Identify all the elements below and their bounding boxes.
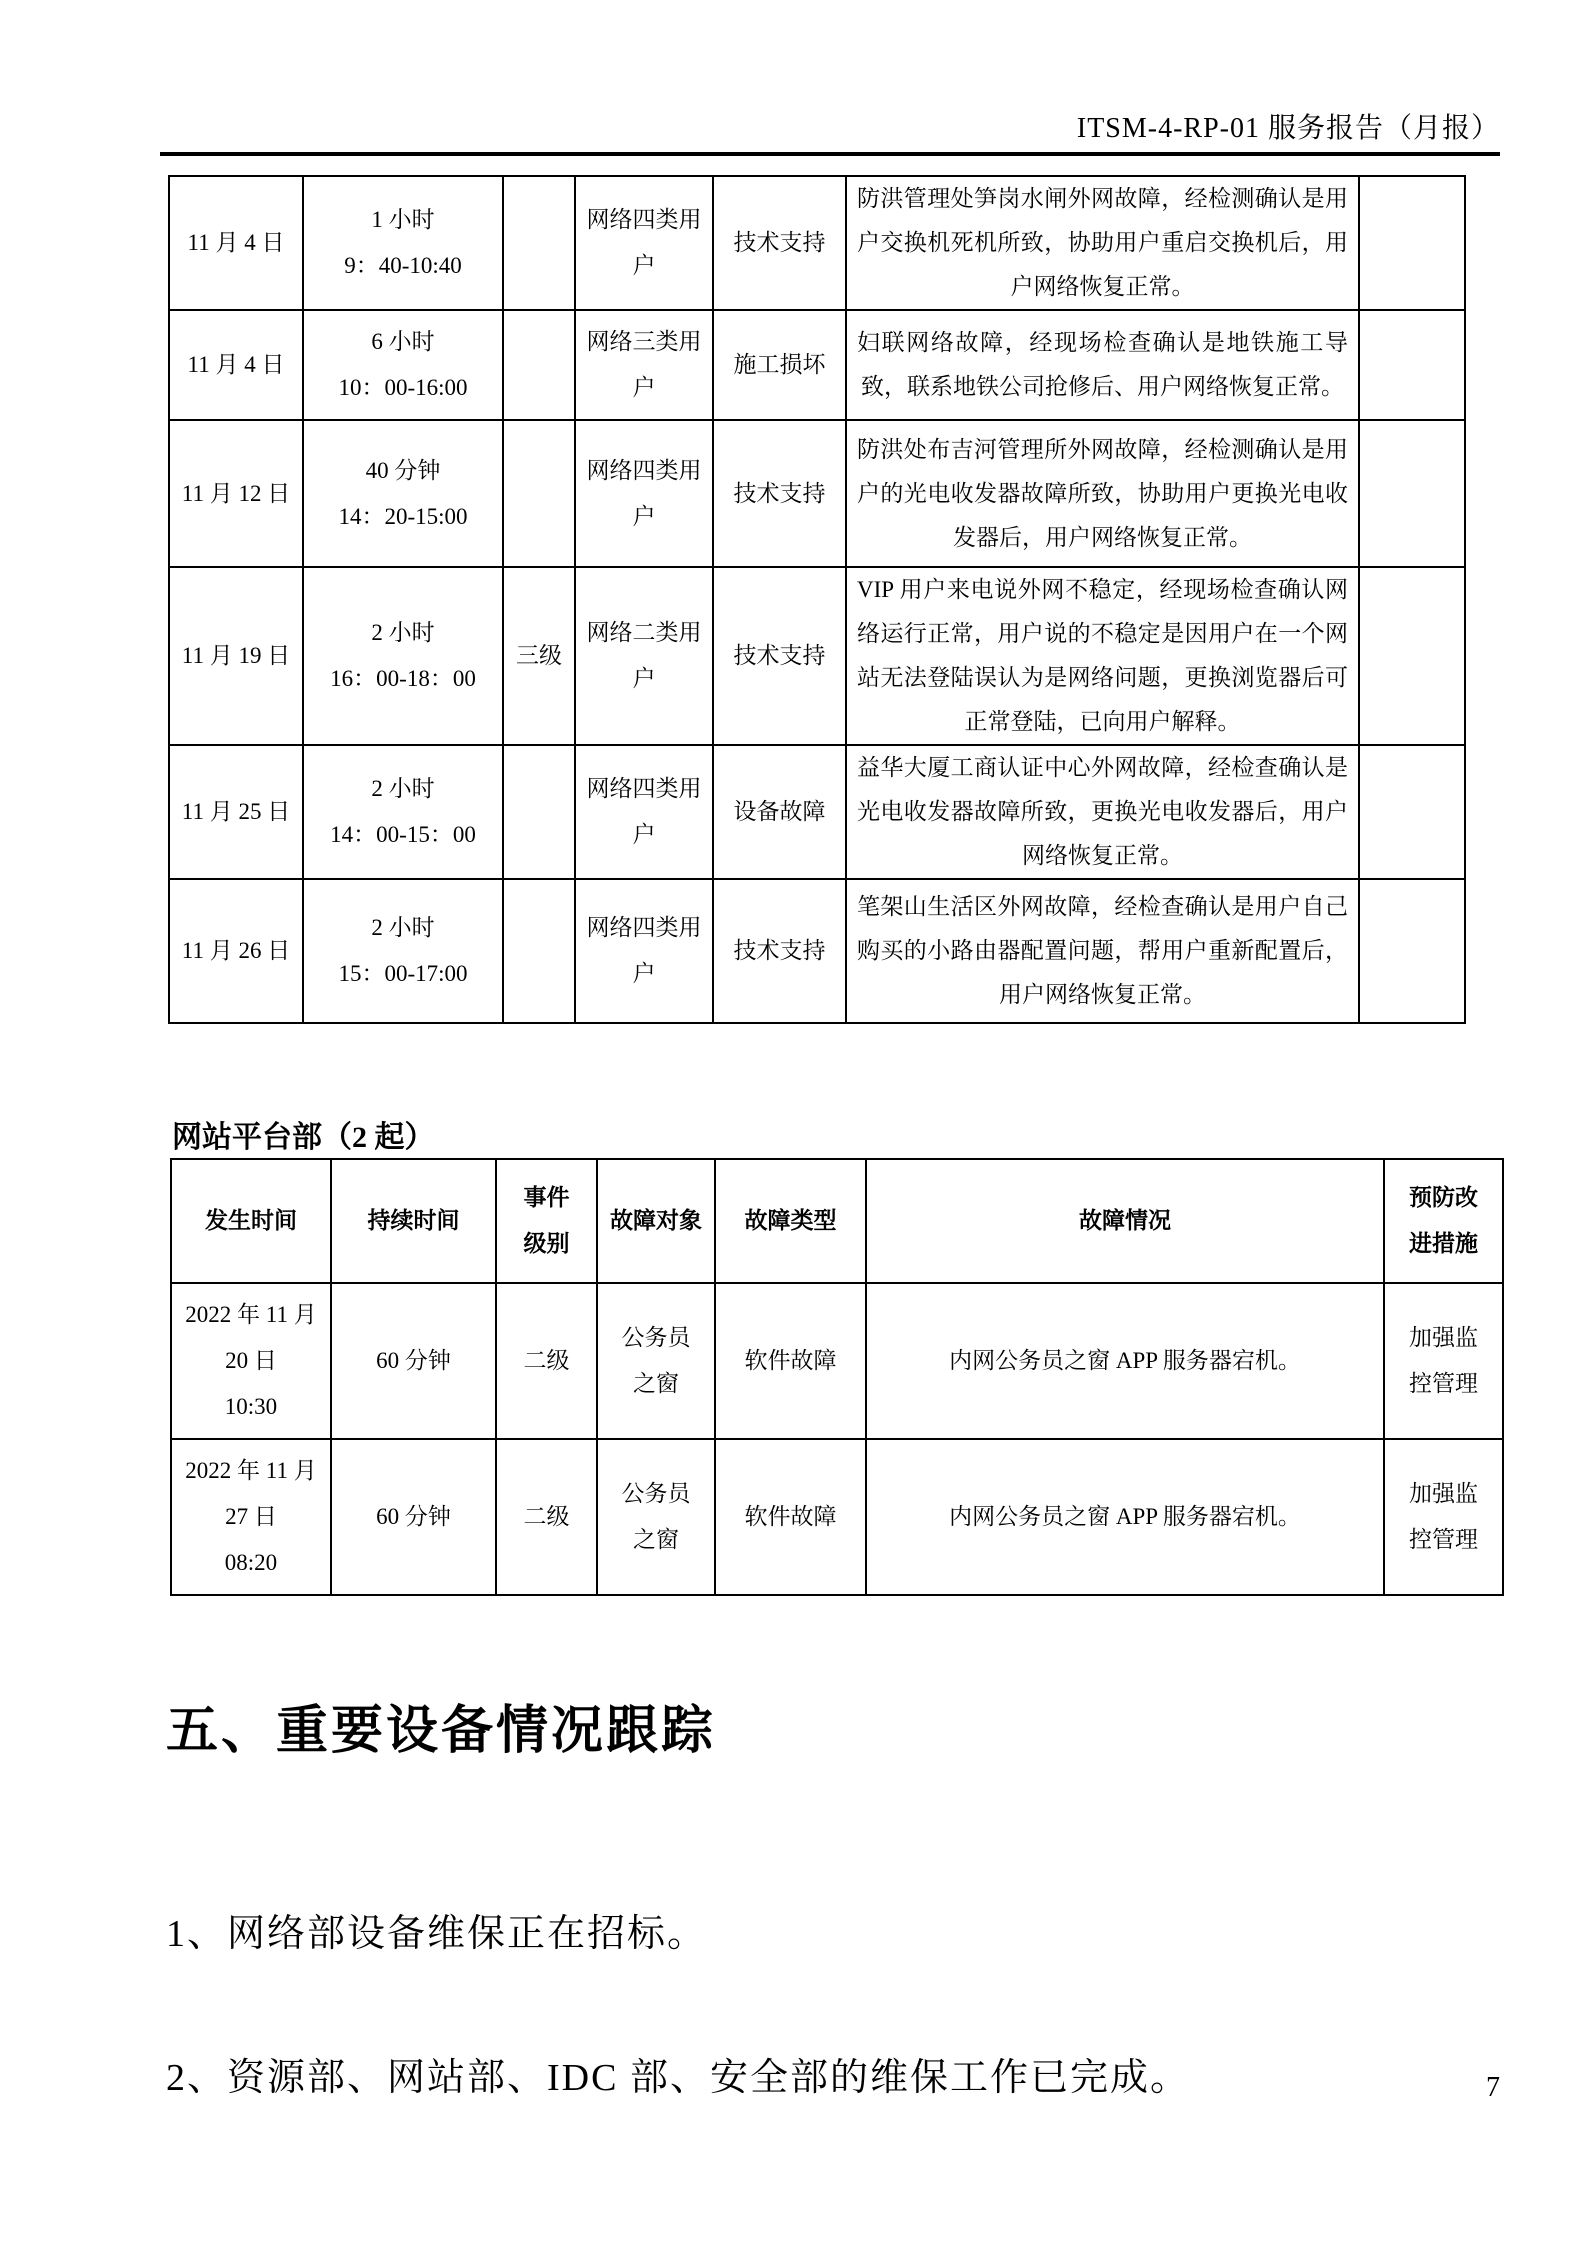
date-line: 10:30 (224, 1394, 278, 1419)
tracking-item-2: 2、资源部、网站部、IDC 部、安全部的维保工作已完成。 (166, 2057, 1190, 2099)
cell-date: 11 月 26 日 (169, 879, 303, 1023)
section-five-heading: 五、重要设备情况跟踪 (166, 1702, 717, 1760)
cell-duration (303, 176, 503, 310)
cell-type: 技术支持 (713, 879, 846, 1023)
duration-value: 2 小时 (371, 776, 435, 801)
duration-value: 2 小时 (371, 915, 435, 940)
cell-type: 施工损坏 (713, 310, 846, 420)
table-row (169, 567, 1465, 745)
table-row (169, 745, 1465, 879)
cell-detail: VIP 用户来电说外网不稳定，经现场检查确认网络运行正常，用户说的不稳定是因用户在一个网站无法登陆误认为是网络问题，更换浏览器后可正常登陆，已向用户解释。 (846, 567, 1359, 745)
table-row (171, 1283, 1503, 1439)
cell-type: 软件故障 (715, 1439, 866, 1595)
time-range: 16：00-18：00 (330, 666, 476, 691)
time-range: 14：00-15：00 (330, 822, 476, 847)
table-row (169, 420, 1465, 567)
cell-date: 11 月 4 日 (169, 310, 303, 420)
cell-target: 网络四类用户 (575, 176, 713, 310)
cell-level (503, 310, 575, 420)
time-range: 9：40-10:40 (344, 253, 462, 278)
table-header-row (171, 1159, 1503, 1283)
cell-target: 网络三类用户 (575, 310, 713, 420)
cell-target: 公务员之窗 (597, 1439, 715, 1595)
header-event-level: 事件级别 (496, 1159, 597, 1283)
time-range: 15：00-17:00 (338, 961, 468, 986)
header-fault-type: 故障类型 (715, 1159, 866, 1283)
cell-duration: 60 分钟 (331, 1439, 496, 1595)
cell-target: 公务员之窗 (597, 1283, 715, 1439)
cell-measure: 加强监控管理 (1384, 1439, 1503, 1595)
cell-detail: 妇联网络故障，经现场检查确认是地铁施工导致，联系地铁公司抢修后、用户网络恢复正常。 (846, 310, 1359, 420)
cell-detail: 内网公务员之窗 APP 服务器宕机。 (866, 1439, 1384, 1595)
website-platform-table (170, 1158, 1504, 1596)
cell-type: 软件故障 (715, 1283, 866, 1439)
cell-duration (303, 745, 503, 879)
tracking-item-1: 1、网络部设备维保正在招标。 (166, 1913, 708, 1955)
date-line: 08:20 (224, 1550, 278, 1575)
header-fault-object: 故障对象 (597, 1159, 715, 1283)
date-line: 20 日 (225, 1348, 277, 1373)
table-row (169, 310, 1465, 420)
cell-measure (1359, 567, 1465, 745)
cell-detail: 防洪管理处笋岗水闸外网故障，经检测确认是用户交换机死机所致，协助用户重启交换机后，用户网络恢复正常。 (846, 176, 1359, 310)
cell-target: 网络四类用户 (575, 745, 713, 879)
cell-duration (303, 567, 503, 745)
cell-level: 三级 (503, 567, 575, 745)
table-row (171, 1439, 1503, 1595)
cell-date: 11 月 4 日 (169, 176, 303, 310)
cell-measure: 加强监控管理 (1384, 1283, 1503, 1439)
cell-type: 技术支持 (713, 567, 846, 745)
duration-value: 6 小时 (371, 329, 435, 354)
cell-target: 网络四类用户 (575, 879, 713, 1023)
header-divider-rule (160, 152, 1500, 156)
cell-measure (1359, 176, 1465, 310)
cell-detail: 内网公务员之窗 APP 服务器宕机。 (866, 1283, 1384, 1439)
cell-duration (303, 420, 503, 567)
header-prevention: 预防改进措施 (1384, 1159, 1503, 1283)
time-range: 14：20-15:00 (338, 503, 468, 529)
table-row (169, 879, 1465, 1023)
cell-type: 技术支持 (713, 420, 846, 567)
header-fault-detail: 故障情况 (866, 1159, 1384, 1283)
cell-level: 二级 (496, 1439, 597, 1595)
date-line: 2022 年 11 月 (185, 1458, 317, 1483)
cell-duration (303, 310, 503, 420)
cell-detail: 益华大厦工商认证中心外网故障，经检查确认是光电收发器故障所致，更换光电收发器后，用户网络恢复正常。 (846, 745, 1359, 879)
cell-date: 11 月 19 日 (169, 567, 303, 745)
cell-measure (1359, 745, 1465, 879)
cell-measure (1359, 879, 1465, 1023)
cell-target: 网络四类用户 (575, 420, 713, 567)
duration-value: 40 分钟 (365, 457, 441, 483)
cell-measure (1359, 310, 1465, 420)
cell-date: 11 月 12 日 (169, 420, 303, 567)
date-line: 27 日 (225, 1504, 277, 1529)
cell-type: 设备故障 (713, 745, 846, 879)
cell-duration (303, 879, 503, 1023)
cell-level (503, 176, 575, 310)
network-incident-table (168, 175, 1466, 1024)
header-occur-time: 发生时间 (171, 1159, 331, 1283)
duration-value: 1 小时 (371, 207, 435, 232)
cell-level (503, 879, 575, 1023)
header-duration: 持续时间 (331, 1159, 496, 1283)
cell-level: 二级 (496, 1283, 597, 1439)
cell-detail: 笔架山生活区外网故障，经检查确认是用户自己购买的小路由器配置问题，帮用户重新配置后，用户网络恢复正常。 (846, 879, 1359, 1023)
time-range: 10：00-16:00 (338, 375, 468, 400)
duration-value: 2 小时 (371, 620, 435, 645)
cell-level (503, 420, 575, 567)
cell-type: 技术支持 (713, 176, 846, 310)
cell-level (503, 745, 575, 879)
cell-detail: 防洪处布吉河管理所外网故障，经检测确认是用户的光电收发器故障所致，协助用户更换光电收发器后，用户网络恢复正常。 (846, 420, 1359, 567)
document-header-title: ITSM-4-RP-01 服务报告（月报） (1076, 113, 1500, 144)
page-number: 7 (1486, 2072, 1500, 2103)
cell-date (171, 1439, 331, 1595)
website-section-title: 网站平台部（2 起） (172, 1121, 435, 1154)
date-line: 2022 年 11 月 (185, 1302, 317, 1327)
cell-duration: 60 分钟 (331, 1283, 496, 1439)
cell-measure (1359, 420, 1465, 567)
cell-target: 网络二类用户 (575, 567, 713, 745)
cell-date: 11 月 25 日 (169, 745, 303, 879)
cell-date (171, 1283, 331, 1439)
table-row (169, 176, 1465, 310)
